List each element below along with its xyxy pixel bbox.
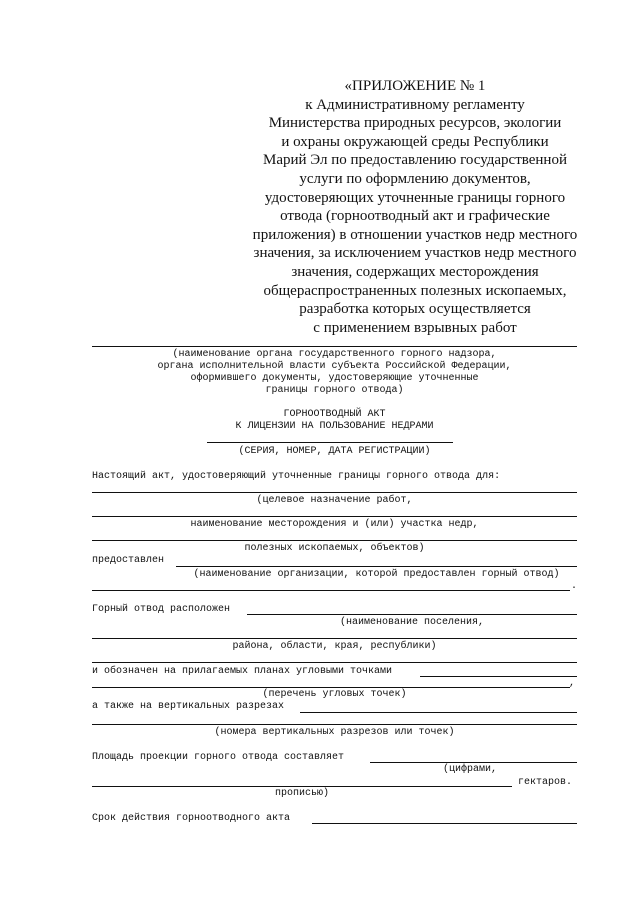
heading-line: Министерства природных ресурсов, экологии — [268, 115, 562, 132]
heading-line: услуги по оформлению документов, — [299, 170, 531, 187]
minerals-caption: полезных ископаемых, объектов) — [244, 543, 425, 554]
organization-caption: (наименование организации, которой предоставлен горный отвод) — [193, 569, 560, 580]
location-label: Горный отвод расположен — [92, 604, 231, 615]
heading-line: приложения) в отношении участков недр местного — [252, 226, 578, 243]
purpose-underline — [92, 492, 577, 493]
deposit-caption: наименование месторождения и (или) участка недр, — [190, 519, 479, 530]
region-underline — [92, 638, 577, 639]
term-label: Срок действия горноотводного акта — [92, 813, 291, 824]
heading-line: общераспространенных полезных ископаемых, — [263, 282, 567, 299]
corner-points-underline-2 — [92, 687, 570, 688]
registration-caption: (СЕРИЯ, НОМЕР, ДАТА РЕГИСТРАЦИИ) — [238, 446, 431, 457]
heading-line: разработка которых осуществляется — [299, 301, 531, 318]
vertical-sections-label: а также на вертикальных разрезах — [92, 701, 285, 712]
vertical-sections-caption: (номера вертикальных разрезов или точек) — [214, 727, 455, 738]
act-title: ГОРНООТВОДНЫЙ АКТ — [283, 409, 386, 420]
authority-caption: органа исполнительной власти субъекта Российской Федерации, — [157, 361, 512, 372]
authority-caption: (наименование органа государственного горного надзора, — [172, 349, 497, 360]
area-digits-underline — [370, 762, 577, 763]
registration-underline — [207, 442, 453, 443]
corner-points-label: и обозначен на прилагаемых планах угловыми точками — [92, 666, 393, 677]
heading-line: «ПРИЛОЖЕНИЕ № 1 — [344, 78, 486, 94]
vertical-sections-underline-2 — [92, 724, 577, 725]
region-caption: района, области, края, республики) — [232, 641, 437, 652]
heading-line: отвода (горноотводный акт и графические — [280, 208, 550, 225]
heading-line: удостоверяющих уточненные границы горного — [264, 189, 566, 206]
heading-line: значения, содержащих месторождения — [291, 263, 539, 280]
authority-caption: границы горного отвода) — [265, 385, 404, 396]
organization-underline — [176, 566, 577, 567]
heading-line: значения, за исключением участков недр местного — [253, 245, 577, 262]
period-mark: . — [571, 581, 578, 592]
corner-points-underline — [420, 676, 577, 677]
authority-underline — [92, 346, 577, 347]
words-caption: прописью) — [274, 788, 329, 799]
region-underline-2 — [92, 662, 577, 663]
purpose-caption: (целевое назначение работ, — [256, 495, 413, 506]
deposit-underline — [92, 516, 577, 517]
comma-mark: , — [569, 678, 576, 689]
corner-points-caption: (перечень угловых точек) — [262, 689, 407, 700]
heading-line: Марий Эл по предоставлению государственной — [262, 152, 567, 169]
term-underline — [312, 823, 577, 824]
minerals-underline — [92, 540, 577, 541]
heading-line: к Административному регламенту — [305, 96, 525, 113]
organization-underline-2 — [92, 590, 570, 591]
settlement-caption: (наименование поселения, — [339, 617, 485, 628]
act-subtitle: К ЛИЦЕНЗИИ НА ПОЛЬЗОВАНИЕ НЕДРАМИ — [235, 421, 434, 432]
heading-line: и охраны окружающей среды Республики — [281, 133, 549, 150]
heading-line: с применением взрывных работ — [313, 319, 517, 336]
provided-label: предоставлен — [92, 555, 165, 566]
appendix-heading — [240, 77, 590, 337]
area-label: Площадь проекции горного отвода составляет — [92, 752, 345, 763]
settlement-underline — [247, 614, 577, 615]
hectares-label: гектаров. — [518, 777, 573, 788]
digits-caption: (цифрами, — [443, 764, 498, 775]
intro-text: Настоящий акт, удостоверяющий уточненные границы горного отвода для: — [92, 471, 501, 482]
authority-caption: оформившего документы, удостоверяющие уточненные — [190, 373, 479, 384]
vertical-sections-underline — [300, 712, 577, 713]
area-words-underline — [92, 786, 512, 787]
